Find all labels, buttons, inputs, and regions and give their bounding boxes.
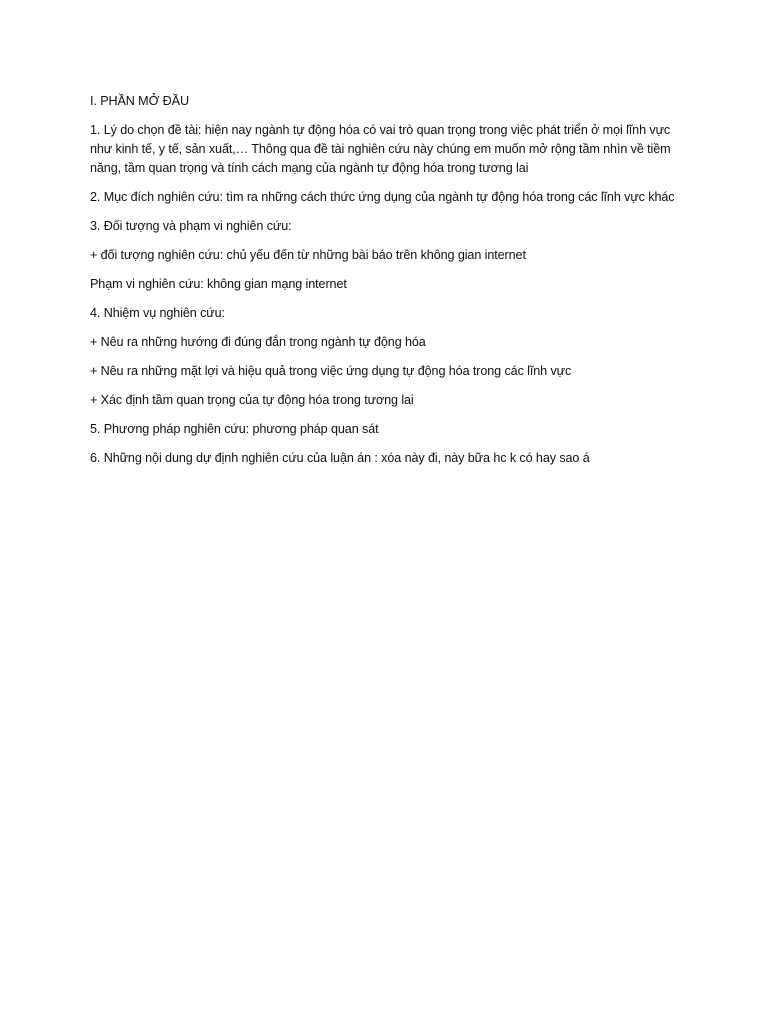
paragraph-method: 5. Phương pháp nghiên cứu: phương pháp quan sát (90, 422, 379, 436)
paragraph-reason: 1. Lý do chọn đề tài: hiện nay ngành tự động hóa có vai trò quan trọng trong việc phát triển ở mọi lĩnh vực như kinh tế, y tế, sản xuất,… Thông qua đề tài nghiên cứu này chúng em muốn mở rộng tầm nhìn về tiềm năng, tầm quan trọng và tính cách mạng của ngành tự động hóa trong tương lai (90, 123, 671, 175)
paragraph-subject-scope: 3. Đối tượng và phạm vi nghiên cứu: (90, 219, 292, 233)
paragraph-task-1: + Nêu ra những hướng đi đúng đắn trong ngành tự động hóa (90, 335, 426, 349)
paragraph-purpose: 2. Mục đích nghiên cứu: tìm ra những cách thức ứng dụng của ngành tự động hóa trong các lĩnh vực khác (90, 190, 675, 204)
section-heading: I. PHẦN MỞ ĐẦU (90, 94, 189, 108)
paragraph-contents: 6. Những nội dung dự định nghiên cứu của luận án : xóa này đi, này bữa hc k có hay sao á (90, 451, 590, 465)
paragraph-scope: Phạm vi nghiên cứu: không gian mạng internet (90, 277, 347, 291)
paragraph-subject: + đối tượng nghiên cứu: chủ yếu đến từ những bài báo trên không gian internet (90, 248, 526, 262)
document-page (90, 92, 680, 478)
paragraph-task-3: + Xác định tầm quan trọng của tự động hóa trong tương lai (90, 393, 414, 407)
paragraph-tasks: 4. Nhiệm vụ nghiên cứu: (90, 306, 225, 320)
paragraph-task-2: + Nêu ra những mặt lợi và hiệu quả trong việc ứng dụng tự động hóa trong các lĩnh vực (90, 364, 572, 378)
